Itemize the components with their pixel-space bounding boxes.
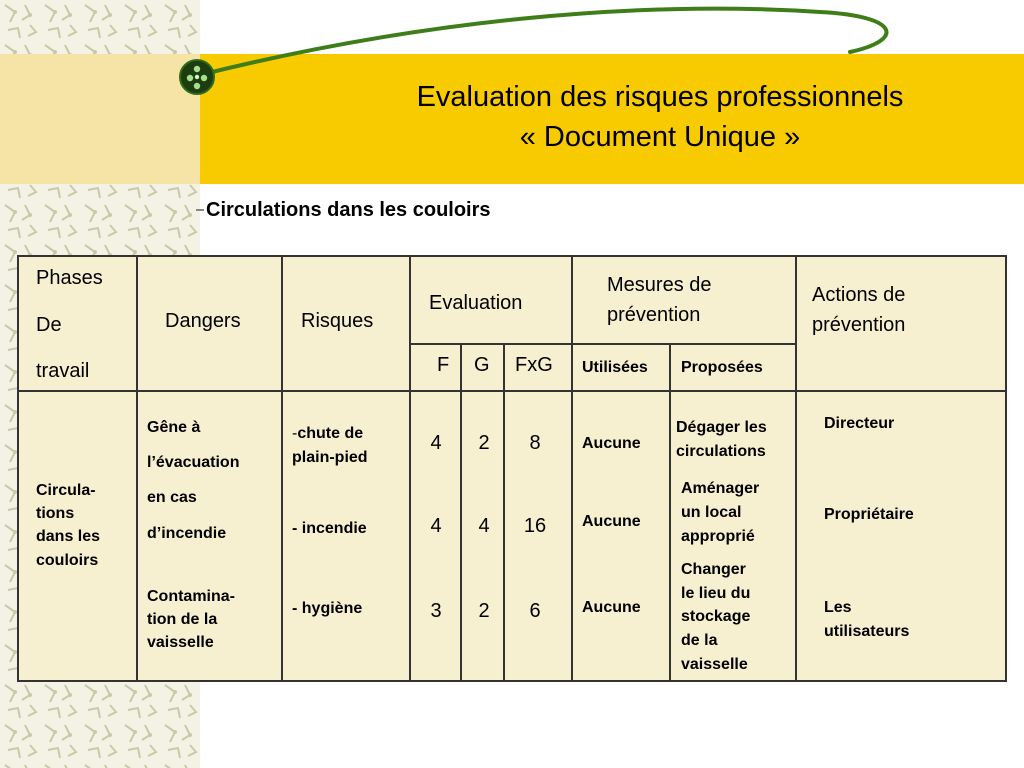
header-evaluation: Evaluation (429, 292, 523, 314)
value-g: 2 (478, 600, 490, 622)
value-f: 4 (430, 432, 442, 454)
header-utilisees: Utilisées (582, 359, 648, 376)
actions-line: Propriétaire (824, 506, 914, 523)
proposees-line: stockage (681, 608, 751, 625)
danger-line: vaisselle (147, 634, 214, 651)
value-g: 2 (478, 432, 490, 454)
header-f: F (437, 354, 450, 376)
header-phases-line1: Phases (36, 267, 103, 289)
danger-line: l’évacuation (147, 454, 240, 471)
proposees-line: Aménager (681, 480, 760, 497)
actions-line: utilisateurs (824, 623, 910, 640)
value-f: 3 (430, 600, 442, 622)
phase-line: tions (36, 505, 75, 522)
table-header-divider (17, 390, 1007, 392)
risque-line: plain-pied (292, 449, 368, 466)
value-f: 4 (430, 515, 442, 537)
risque-line: - incendie (292, 520, 367, 537)
col-divider-g (503, 343, 505, 682)
utilisees-value: Aucune (582, 513, 641, 530)
header-risques: Risques (301, 310, 374, 332)
value-fxg: 6 (529, 600, 541, 622)
danger-line: Gêne à (147, 419, 201, 436)
actions-line: Les (824, 599, 852, 616)
header-fxg: FxG (515, 354, 553, 376)
header-mesures-line2: prévention (607, 304, 701, 326)
proposees-line: Changer (681, 561, 746, 578)
header-mesures-line1: Mesures de (607, 274, 712, 296)
proposees-line: vaisselle (681, 656, 748, 673)
utilisees-value: Aucune (582, 435, 641, 452)
risque-line (292, 422, 363, 446)
header-g: G (474, 354, 490, 376)
danger-line: d’incendie (147, 525, 227, 542)
utilisees-value: Aucune (582, 599, 641, 616)
proposees-line: le lieu du (681, 585, 751, 602)
value-g: 4 (478, 515, 490, 537)
section-subtitle: Circulations dans les couloirs (206, 199, 491, 221)
danger-line: tion de la (147, 611, 218, 628)
molecule-icon (178, 58, 216, 96)
phase-line: Circula- (36, 482, 96, 499)
header-phases-line3: travail (36, 360, 90, 382)
danger-line: Contamina- (147, 588, 235, 605)
proposees-line: Dégager les (676, 419, 767, 436)
col-divider-utilisees (669, 343, 671, 682)
value-fxg: 16 (523, 515, 547, 537)
col-divider-1 (136, 255, 138, 682)
slide-title-line1: Evaluation des risques professionnels (416, 81, 904, 113)
col-divider-5 (795, 255, 797, 682)
proposees-line: un local (681, 504, 742, 521)
subtitle-dash (196, 209, 204, 211)
danger-line: en cas (147, 489, 197, 506)
col-divider-2 (281, 255, 283, 682)
proposees-line: de la (681, 632, 718, 649)
risque-text: chute de (297, 425, 364, 442)
col-divider-3 (409, 255, 411, 682)
header-actions-line1: Actions de (812, 284, 906, 306)
slide-title-line2: « Document Unique » (519, 121, 801, 153)
proposees-line: approprié (681, 528, 755, 545)
risque-prefix: - (292, 425, 298, 442)
actions-line: Directeur (824, 415, 895, 432)
evaluation-subheader-line (410, 343, 796, 345)
header-dangers: Dangers (165, 310, 241, 332)
col-divider-4 (571, 255, 573, 682)
proposees-line: circulations (676, 443, 766, 460)
value-fxg: 8 (529, 432, 541, 454)
risque-line: - hygiène (292, 600, 363, 617)
phase-line: dans les (36, 528, 101, 545)
header-proposees: Proposées (681, 359, 763, 376)
phase-line: couloirs (36, 552, 99, 569)
header-actions-line2: prévention (812, 314, 906, 336)
col-divider-f (460, 343, 462, 682)
header-phases-line2: De (36, 314, 62, 336)
